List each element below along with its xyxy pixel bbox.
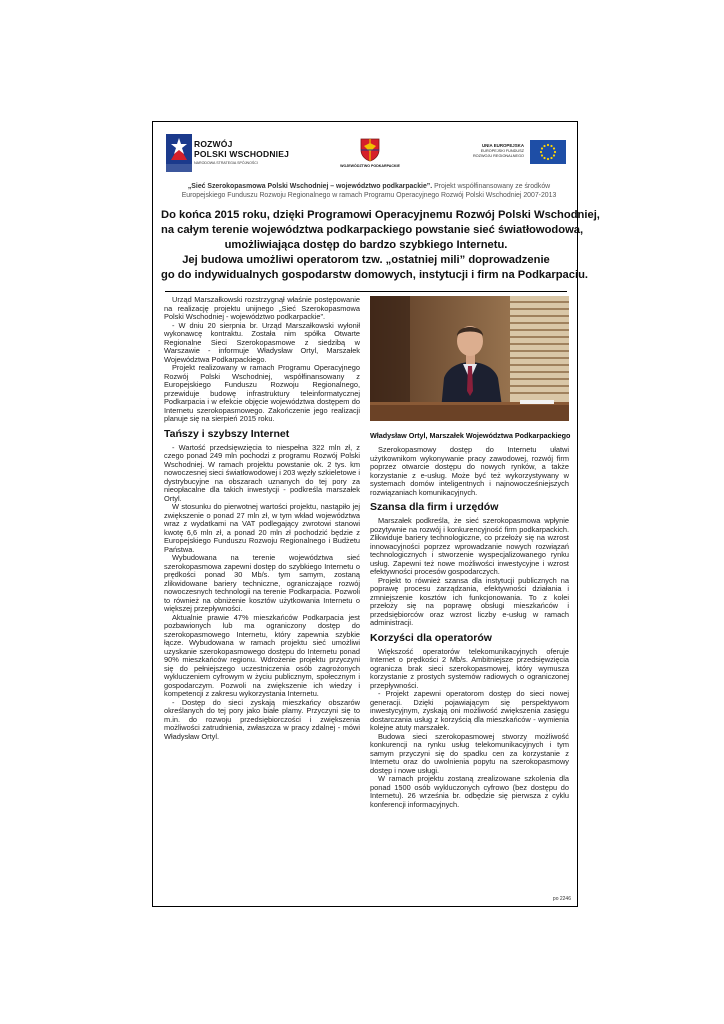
- paragraph: Projekt to również szansa dla instytucji publicznych na poprawę procesu zarządzania, efektywności działania i zmniejszenie kosztów ich funkcjonowania. To z kolei przełoży się na poprawę obsługi mieszkańców i przedsiębiorców oraz wzrost liczby e-usług w ramach administracji.: [370, 575, 569, 627]
- paragraph: Aktualnie prawie 47% mieszkańców Podkarpacia jest pozbawionych lub ma ograniczony dostęp do szerokopasmowego Internetu, który zapewnia szybkie łącze. Wybudowana w ramach projektu sieć umożliwi uzyskanie szerokopasmowego dostępu do Internetu ponad 90% mieszkańców regionu. Wdrożenie projektu przyczyni się do pełniejszego uczestniczenia osób zagrożonych wykluczeniem cyfrowym w życiu publicznym, społecznym i gospodarczym. Pozwoli na zwiększenie ich wiedzy i kompetencji z zakresu wykorzystania Internetu.: [164, 612, 360, 698]
- eu-flag-icon: [530, 140, 566, 164]
- cofinancing-line-1: [173, 182, 565, 191]
- paragraph: W stosunku do pierwotnej wartości projektu, nastąpiło jej zwiększenie o ponad 27 mln zł, w tym wkład województwa wraz z wydatkami na VAT podlegający zwrotowi stanowi kwotę 6,6 mln zł, a ponad 20 mln zł pochodzić będzie z Europejskiego Funduszu Rozwoju Regionalnego i Budżetu Państwa.: [164, 502, 360, 554]
- paragraph: Większość operatorów telekomunikacyjnych oferuje Internet o prędkości 2 Mb/s. Ambitniejsze przedsięwzięcia ogranicza brak sieci szerokopasmowej, który wymusza korzystanie z prostych systemów radiowych o ograniczonej przepływności.: [370, 646, 569, 690]
- paragraph: - Wartość przedsięwzięcia to niespełna 322 mln zł, z czego ponad 249 mln pochodzi z programu Rozwój Polski Wschodniej. W ramach projektu powstanie ok. 2 tys. km nowoczesnej sieci światłowodowej i 203 węzły szkieletowe i dystrybucyjne na obszarach uznanych do tej pory za nieopłacalne dla takich inwestycji - podkreśla marszałek Ortyl.: [164, 442, 360, 503]
- paragraph: W ramach projektu zostaną zrealizowane szkolenia dla ponad 1500 osób wykluczonych cyfrowo (bez dostępu do Internetu). 26 września br. odbędzie się pierwsza z cyklu konferencji informacyjnych.: [370, 774, 569, 809]
- paragraph: Projekt realizowany w ramach Programu Operacyjnego Rozwój Polski Wschodniej, współfinansowany z Europejskiego Funduszu Rozwoju Regionalnego, przewiduje budowę infrastruktury teleinformatycznej Podkarpacia i w efekcie objęcie województwa dostępem do Internetu szerokopasmowego. Zakończenie jego realizacji planuje się na sierpień 2015 roku.: [164, 363, 360, 423]
- portrait-image: [370, 296, 569, 421]
- logo-bar: [153, 122, 577, 180]
- project-name: „Sieć Szerokopasmowa Polski Wschodniej – województwo podkarpackie”.: [187, 183, 433, 190]
- paragraph: Marszałek podkreśla, że sieć szerokopasmowa wpłynie pozytywnie na rozwój i konkurencyjność firm podkarpackich. Zlikwiduje bariery technologiczne, co przełoży się na wzrost innowacyjności poprzez wprowadzanie nowych rozwiązań technologicznych i stworzenie wyspecjalizowanego rynku usług. Zapewni też nowe możliwości inwestycyjne i wzrost efektywności procesów gospodarczych.: [370, 516, 569, 576]
- headline-line: na całym terenie województwa podkarpackiego powstanie sieć światłowodowa,: [161, 224, 584, 236]
- paragraph: Budowa sieci szerokopasmowej stworzy możliwość konkurencji na rynku usług telekomunikacyjnych i tym samym przyczyni się do spadku cen za korzystanie z Internetu oraz do uwolnienia popytu na szerokopasmowy dostęp i nowe usługi.: [370, 731, 569, 775]
- right-column: [370, 446, 569, 809]
- paragraph: Urząd Marszałkowski rozstrzygnął właśnie postępowanie na realizację projektu unijnego „Sieć Szerokopasmowa Polski Wschodniej - województwo podkarpackie”.: [164, 295, 360, 321]
- rpw-title-1: ROZWÓJ: [194, 139, 233, 149]
- eu-fund-name: [473, 149, 524, 158]
- section-heading: Szansa dla firm i urzędów: [370, 501, 499, 513]
- paragraph: - W dniu 20 sierpnia br. Urząd Marszałkowski wyłonił wykonawcę kontraktu. Została nim spółka Otwarte Regionalne Sieci Szerokopasmowe z siedzibą w Warszawie - informuje Władysław Ortyl, Marszałek Województwa Podkarpackiego.: [164, 320, 360, 364]
- rpw-logo: [166, 132, 296, 174]
- cofinancing-line-2: Europejskiego Funduszu Rozwoju Regionalnego w ramach Programu Operacyjnego Rozwój Polski Wschodniej 2007-2013: [181, 192, 557, 199]
- ad-code: po 2246: [552, 896, 571, 902]
- rpw-subtitle: NARODOWA STRATEGIA SPÓJNOŚCI: [194, 161, 258, 165]
- article-frame: [152, 121, 600, 907]
- coat-of-arms-icon: [360, 138, 380, 162]
- headline-line: go do indywidualnych gospodarstw domowych, instytucji i firm na Podkarpaciu.: [161, 269, 589, 281]
- rpw-emblem-icon: [166, 134, 192, 172]
- cofinancing-text: Projekt współfinansowany ze środków: [432, 183, 551, 190]
- portrait-photo: [370, 296, 569, 421]
- headline-line: umożliwiająca dostęp do bardzo szybkiego Internetu.: [224, 239, 508, 251]
- section-heading: Korzyści dla operatorów: [370, 631, 492, 644]
- eu-fund-line-1: EUROPEJSKI FUNDUSZ: [480, 149, 524, 153]
- eu-title: UNIA EUROPEJSKA: [481, 143, 524, 148]
- headline-line: Jej budowa umożliwi operatorom tzw. „ostatniej mili” doprowadzenie: [182, 254, 550, 266]
- paragraph: - Dostęp do sieci zyskają mieszkańcy obszarów określanych do tej pory jako białe plamy. Przyczyni się to m.in. do rozwoju przedsiębiorczości i zwiększenia możliwości zatrudnienia, zwłaszcza w pracy zdalnej - mówi Władysław Ortyl.: [164, 697, 360, 741]
- cofinancing-note: [173, 182, 565, 200]
- eu-logo: [458, 138, 566, 168]
- wojewodztwo-logo: [331, 138, 409, 172]
- headline-line: Do końca 2015 roku, dzięki Programowi Operacyjnemu Rozwój Polski Wschodniej,: [161, 209, 600, 221]
- paragraph: Wybudowana na terenie województwa sieć szerokopasmowa zapewni dostęp do szybkiego Internetu o prędkości ponad 30 Mb/s. tym samym, zostaną zlikwidowane bariery techniczne, ograniczające rozwój nowoczesnych technologii na terenie Podkarpacia. Pozwoli to również na obniżenie kosztów użytkowania Internetu o większej przepływności.: [164, 553, 360, 613]
- left-column: [164, 296, 360, 741]
- wojewodztwo-label: WOJEWÓDZTWO PODKARPACKIE: [340, 164, 400, 168]
- headline-divider: [165, 291, 567, 292]
- paragraph: Szerokopasmowy dostęp do Internetu ułatwi użytkownikom wykonywanie pracy zawodowej, rozwój firm poprzez otwarcie dostępu do nowych rynków, a także korzystanie z e-usług. Może być też wykorzystywany w systemach domów inteligentnych i najnowocześniejszych rozwiązaniach komunikacyjnych.: [370, 445, 569, 497]
- paragraph: - Projekt zapewni operatorom dostęp do sieci nowej generacji. Dzięki pojawiającym się perspektywom inwestycyjnym, zyskają oni możliwość zwiększenia zasięgu dostarczania usług z korzyścią dla mieszkańców - wymienia kolejne atuty marszałek.: [370, 689, 569, 732]
- article-headline: [161, 208, 600, 283]
- rpw-title-2: POLSKI WSCHODNIEJ: [194, 149, 290, 159]
- eu-fund-line-2: ROZWOJU REGIONALNEGO: [472, 153, 524, 158]
- section-heading: Tańszy i szybszy Internet: [164, 427, 290, 440]
- photo-caption: Władysław Ortyl, Marszałek Województwa Podkarpackiego: [370, 431, 571, 440]
